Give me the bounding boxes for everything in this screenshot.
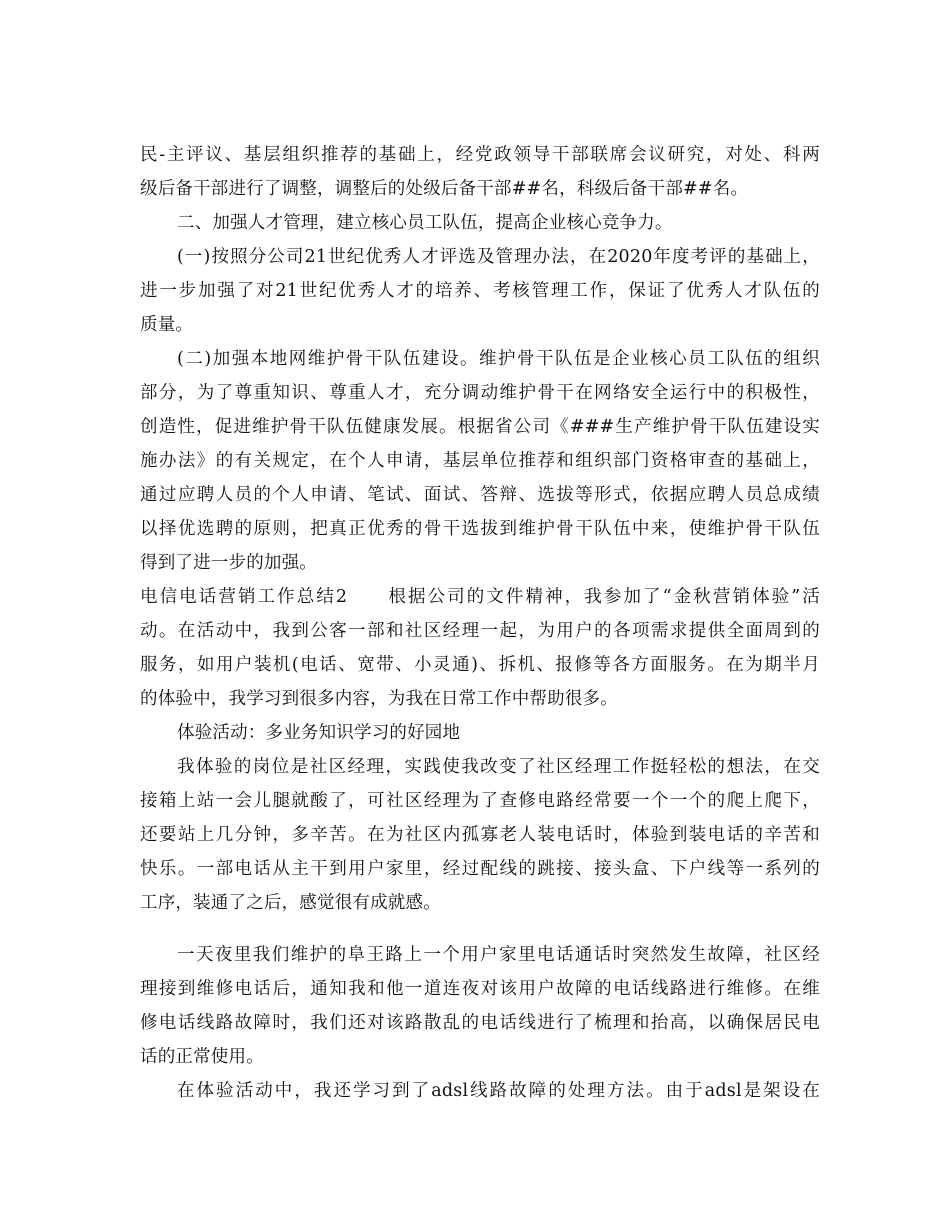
- text-line-17: 的体验中，我学习到很多内容，为我在日常工作中帮助很多。: [140, 689, 618, 709]
- section-heading: 二、加强人才管理，建立核心员工队伍，提高企业核心竞争力。: [177, 213, 673, 233]
- text-line-19: 我体验的岗位是社区经理，实践使我改变了社区经理工作挺轻松的想法，在交: [177, 757, 820, 777]
- text-line-24: 一天夜里我们维护的阜王路上一个用户家里电话通话时突然发生故障，社区经: [177, 945, 820, 965]
- text-line-9: 创造性，促进维护骨干队伍健康发展。根据省公司《###生产维护骨干队伍建设实: [140, 417, 820, 437]
- text-line-15: 动。在活动中，我到公客一部和社区经理一起，为用户的各项需求提供全面周到的: [140, 621, 820, 641]
- text-line-5: 进一步加强了对21世纪优秀人才的培养、考核管理工作，保证了优秀人才队伍的: [140, 281, 820, 301]
- text-line-6: 质量。: [140, 315, 194, 335]
- text-line-12: 以择优选聘的原则，把真正优秀的骨干选拔到维护骨干队伍中来，使维护骨干队伍: [140, 519, 820, 539]
- article-title-line: 电信电话营销工作总结2 根据公司的文件精神，我参加了“金秋营销体验”活: [140, 587, 820, 607]
- text-line-25: 理接到维修电话后，通知我和他一道连夜对该用户故障的电话线路进行维修。在维: [140, 979, 820, 999]
- text-line-7: (二)加强本地网维护骨干队伍建设。维护骨干队伍是企业核心员工队伍的组织: [177, 349, 820, 369]
- subsection-heading: 体验活动：多业务知识学习的好园地: [177, 723, 461, 743]
- text-line-20: 接箱上站一会儿腿就酸了，可社区经理为了查修电路经常要一个一个的爬上爬下，: [140, 791, 820, 811]
- text-line-2: 级后备干部进行了调整，调整后的处级后备干部##名，科级后备干部##名。: [140, 179, 749, 199]
- text-line-22: 快乐。一部电话从主干到用户家里，经过配线的跳接、接头盒、下户线等一系列的: [140, 859, 820, 879]
- text-line-26: 修电话线路故障时，我们还对该路散乱的电话线进行了梳理和抬高，以确保居民电: [140, 1013, 820, 1033]
- text-line-11: 通过应聘人员的个人申请、笔试、面试、答辩、选拔等形式，依据应聘人员总成绩: [140, 485, 820, 505]
- text-line-23: 工序，装通了之后，感觉很有成就感。: [140, 893, 441, 913]
- text-line-1: 民-主评议、基层组织推荐的基础上，经党政领导干部联席会议研究，对处、科两: [140, 145, 820, 165]
- text-line-13: 得到了进一步的加强。: [140, 553, 317, 573]
- text-line-27: 话的正常使用。: [140, 1047, 264, 1067]
- text-line-8: 部分，为了尊重知识、尊重人才，充分调动维护骨干在网络安全运行中的积极性，: [140, 383, 820, 403]
- text-line-10: 施办法》的有关规定，在个人申请，基层单位推荐和组织部门资格审查的基础上，: [140, 451, 820, 471]
- text-line-21: 还要站上几分钟，多辛苦。在为社区内孤寡老人装电话时，体验到装电话的辛苦和: [140, 825, 820, 845]
- text-line-28: 在体验活动中，我还学习到了adsl线路故障的处理方法。由于adsl是架设在: [177, 1081, 820, 1101]
- text-line-4: (一)按照分公司21世纪优秀人才评选及管理办法，在2020年度考评的基础上，: [177, 247, 820, 267]
- text-line-16: 服务，如用户装机(电话、宽带、小灵通)、拆机、报修等各方面服务。在为期半月: [140, 655, 820, 675]
